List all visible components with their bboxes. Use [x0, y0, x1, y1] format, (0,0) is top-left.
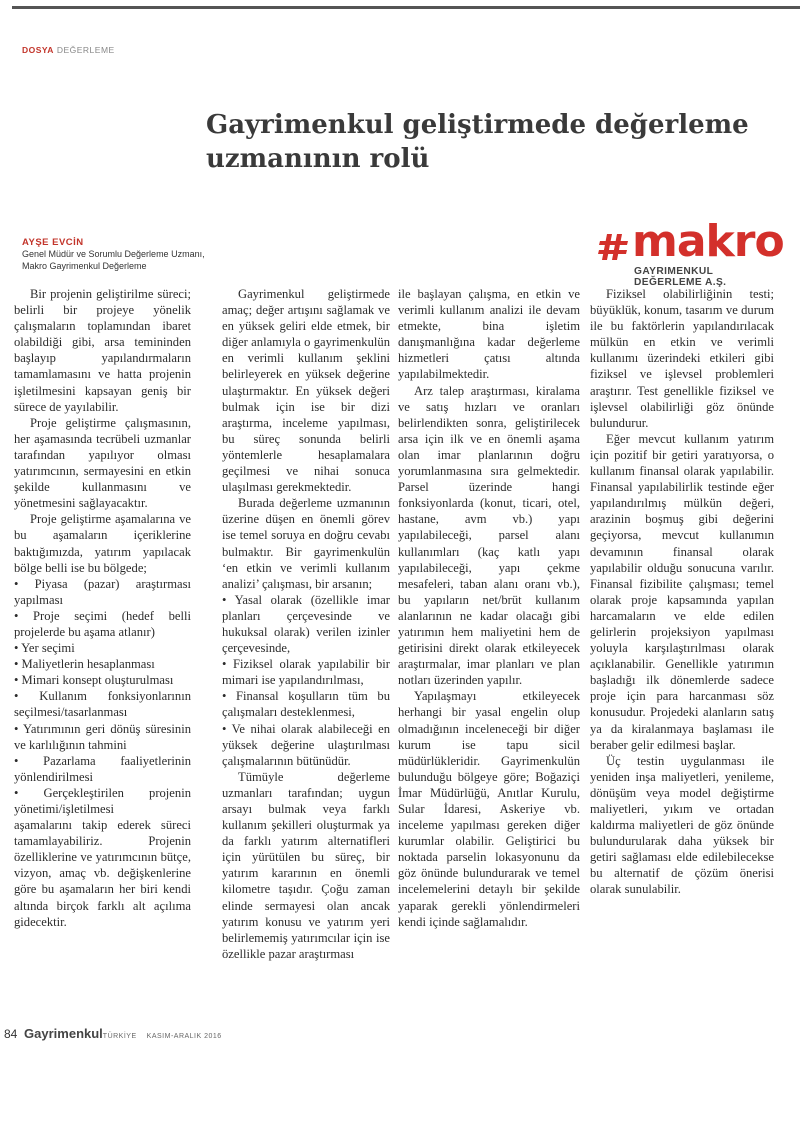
page-number: 84 [4, 1027, 18, 1041]
paragraph: • Fiziksel olarak yapılabilir bir mimari ise yapılandırılması, [222, 657, 390, 688]
issue-date: KASIM-ARALIK 2016 [146, 1033, 222, 1040]
paragraph: • Yasal olarak (özellikle imar planları çerçevesinde ve hukuksal olarak) verilen izinler çerçevesinde, [222, 592, 390, 656]
paragraph: • Kullanım fonksiyonlarının seçilmesi/tasarlanması [14, 689, 191, 720]
page-footer [4, 1026, 222, 1041]
paragraph: • Yatırımının geri dönüş süresinin ve karlılığının tahmini [14, 721, 191, 752]
paragraph: Yapılaşmayı etkileyecek herhangi bir yasal engelin olup olmadığının inceleneceği bir diğer kurum ise tapu sicil müdürlükleridir. Gayrimenkulün bulunduğu bölgeye göre; Boğaziçi İmar Müdürlüğü, Anıtlar Kurulu, Sular İdaresi, Askeriye vb. inceleme yapılması gereken diğer kurumlar olabilir. Geliştirici bu noktada parselin lokasyonunu da göz önünde bulundurarak ve temel incelemelerini detaylı bir şekilde yaparak gerekli yönlendirmeleri kendi içinde sağlamalıdır. [398, 689, 580, 929]
paragraph: Bir projenin geliştirilme süreci; belirli bir projeye yönelik çalışmaların toplamından ibaret olabildiği gibi, arsa temininden başlayıp yapılandırmaların tamamlamasını ve hatta projenin işletilmesini kapsayan geniş bir sürece de yayılabilir. [14, 287, 191, 414]
section-label-sub: DEĞERLEME [56, 45, 115, 55]
article-title: Gayrimenkul geliştirmede değerleme uzmanının rolü [206, 110, 749, 174]
paragraph: Fiziksel olabilirliğinin testi; büyüklük, konum, tasarım ve durum ile bu faktörlerin yapılandırılacak mülkün en etkin ve verimli kullanımı üzerindeki etkileri gibi fiziksel ve işlevsel problemleri araştırır. Test genellikle fiziksel ve işlevsel olabilirliği göz önünde bulundurur. [590, 287, 774, 430]
paragraph: Üç testin uygulanması ile yeniden inşa maliyetleri, yenileme, dönüşüm veya model değiştirme maliyetleri, yıkım ve ortadan kaldırma maliyetleri de göz önünde bulundurularak daha yüksek bir getiri sağlaması elde edilebilecekse bu alternatif de çözüm önerisi olarak sunulabilir. [590, 753, 774, 897]
paragraph: • Ve nihai olarak alabileceği en yüksek değerine ulaştırılması çalışmalarının bütünüdür. [222, 721, 390, 768]
paragraph: Proje geliştirme aşamalarına ve bu aşamaların içeriklerine baktığımızda, yatırım yapılacak bölge belli ise bu bölgede; [14, 512, 191, 575]
paragraph: aşamalarını takip ederek süreci tamamlayabiliriz. Projenin özelliklerine ve yatırımcının bütçe, vizyon, amaç vb. değişkenlerine göre bu aşamaların her biri kendi altında birçok farklı alt açılıma gidecektir. [14, 818, 191, 929]
paragraph: Tümüyle değerleme uzmanları tarafından; uygun arsayı bulmak veya farklı kullanım şekilleri oluşturmak ya da farklı yatırım alternatifleri için yürütülen bu süreç, bir yatırım kararının en önemli kilometre taşıdır. Çoğu zaman elinde sermayesi olan ancak yatırım konusu ve yatırım yeri belirlememiş yatırımcılar için ise özellikle pazar araştırması [222, 769, 390, 961]
author-role-line1: Genel Müdür ve Sorumlu Değerleme Uzmanı, [22, 249, 205, 259]
paragraph: Burada değerleme uzmanının üzerine düşen en önemli görev ise temel soruya en doğru cevabı bulmaktır. Bir gayrimenkulün ‘en etkin ve verimli kullanım analizi’ çalışması, bir arsanın; [222, 496, 390, 591]
paragraph: • Finansal koşulların tüm bu çalışmaları desteklenmesi, [222, 689, 390, 720]
top-rule [12, 6, 800, 9]
paragraph: • Proje seçimi (hedef belli projelerde bu aşama atlanır) [14, 608, 191, 639]
magazine-suffix: TÜRKİYE [102, 1033, 137, 1040]
paragraph: Eğer mevcut kullanım yatırım için pozitif bir getiri yaratıyorsa, o kullanım finansal olarak yapılabilir. Finansal yapılabilirlik testinde eğer yapılandırılmış mülkün değeri, arazinin boşmuş gibi değerini geçiyorsa, mevcut kullanımın devamının finansal olarak yapılabilir olduğu sonucuna varılır. Finansal fizibilite çalışması; temel olarak proje kapsamında yapılan harcamaların ve elde edilen gelirlerin projeksiyon yapılması yoluyla karşılaştırılması olarak açıklanabilir. Genellikle yatırımın başladığı ilk dönemlerde sadece proje için para harcanması söz konusudur. Projedeki alanların satış ya da kiralanmaya başlaması ile beraber gelir edilmesi başlar. [590, 431, 774, 752]
paragraph: • Mimari konsept oluşturulması [14, 673, 174, 688]
author-photo [28, 75, 198, 223]
paragraph: • Gerçekleştirilen projenin yönetimi/işletilmesi [14, 785, 191, 816]
makro-logo [598, 216, 784, 288]
magazine-name: Gayrimenkul [24, 1026, 103, 1041]
logo-word: makro [632, 216, 784, 267]
text-column-2 [222, 286, 390, 962]
text-column-1 [14, 286, 191, 930]
paragraph: Arz talep araştırması, kiralama ve satış hızları ve oranları belirlendikten sonra, geliştirilecek arsa için ilk ve en önemli aşama olan imar planlarının doğru yorumlanmasına sıra gelmektedir. Parsel üzerinde hangi fonksiyonlarda (konut, ticari, otel, hastane, avm vb.) yapı yapılabileceği, parsel alanı kullanımları (kaç katlı yapı yapılabileceği, yapı çekme mesafeleri, taban alanı oranı vb.), bu yapıların net/brüt kullanım alanlarının ne kadar olacağı gibi yatırımın hem maliyetini hem de getirisini direkt olarak etkileyecek araştırmalar, imar planları ve plan notları üzerinden yapılır. [398, 383, 580, 688]
section-label [22, 45, 115, 55]
author-role-line2: Makro Gayrimenkul Değerleme [22, 261, 147, 271]
paragraph: Proje geliştirme çalışmasının, her aşamasında tecrübeli uzmanlar tarafından yapılıyor olması yatırımcının, sermayesini en etkin şekilde kullanmasını ve yönetmesini sağlayacaktır. [14, 415, 191, 511]
paragraph: • Yer seçimi [14, 641, 75, 656]
logo-subtitle: GAYRIMENKUL DEĞERLEME A.Ş. [634, 266, 727, 288]
section-label-main: DOSYA [22, 45, 54, 55]
paragraph: Gayrimenkul geliştirmede amaç; değer artışını sağlamak ve en yüksek geliri elde etmek, bir diğer anlamıyla o gayrimenkulün en verimli kullanım şeklini belirleyerek en yüksek değerine ulaştırmaktır. En yüksek değeri bulmak için ise bir dizi araştırma, inceleme yapılması, bu süreç sonunda belirli yöntemlerle hesaplamalara geçilmesi ve nihai sonuca ulaşılması gerekmektedir. [222, 287, 390, 495]
paragraph: • Piyasa (pazar) araştırması yapılması [14, 576, 191, 607]
paragraph: • Maliyetlerin hesaplanması [14, 657, 155, 672]
paragraph: • Pazarlama faaliyetlerinin yönlendirilmesi [14, 753, 191, 784]
text-column-3 [398, 286, 580, 930]
hash-logo-icon [598, 232, 632, 262]
paragraph: ile başlayan çalışma, en etkin ve verimli kullanım analizi ile devam etmekte, bina işletim danışmanlığına kadar değerleme hizmetleri çatısı altında yapılabilmektedir. [398, 287, 580, 382]
text-column-4 [590, 286, 774, 898]
author-name: AYŞE EVCİN [22, 237, 84, 248]
author-block [22, 237, 205, 272]
